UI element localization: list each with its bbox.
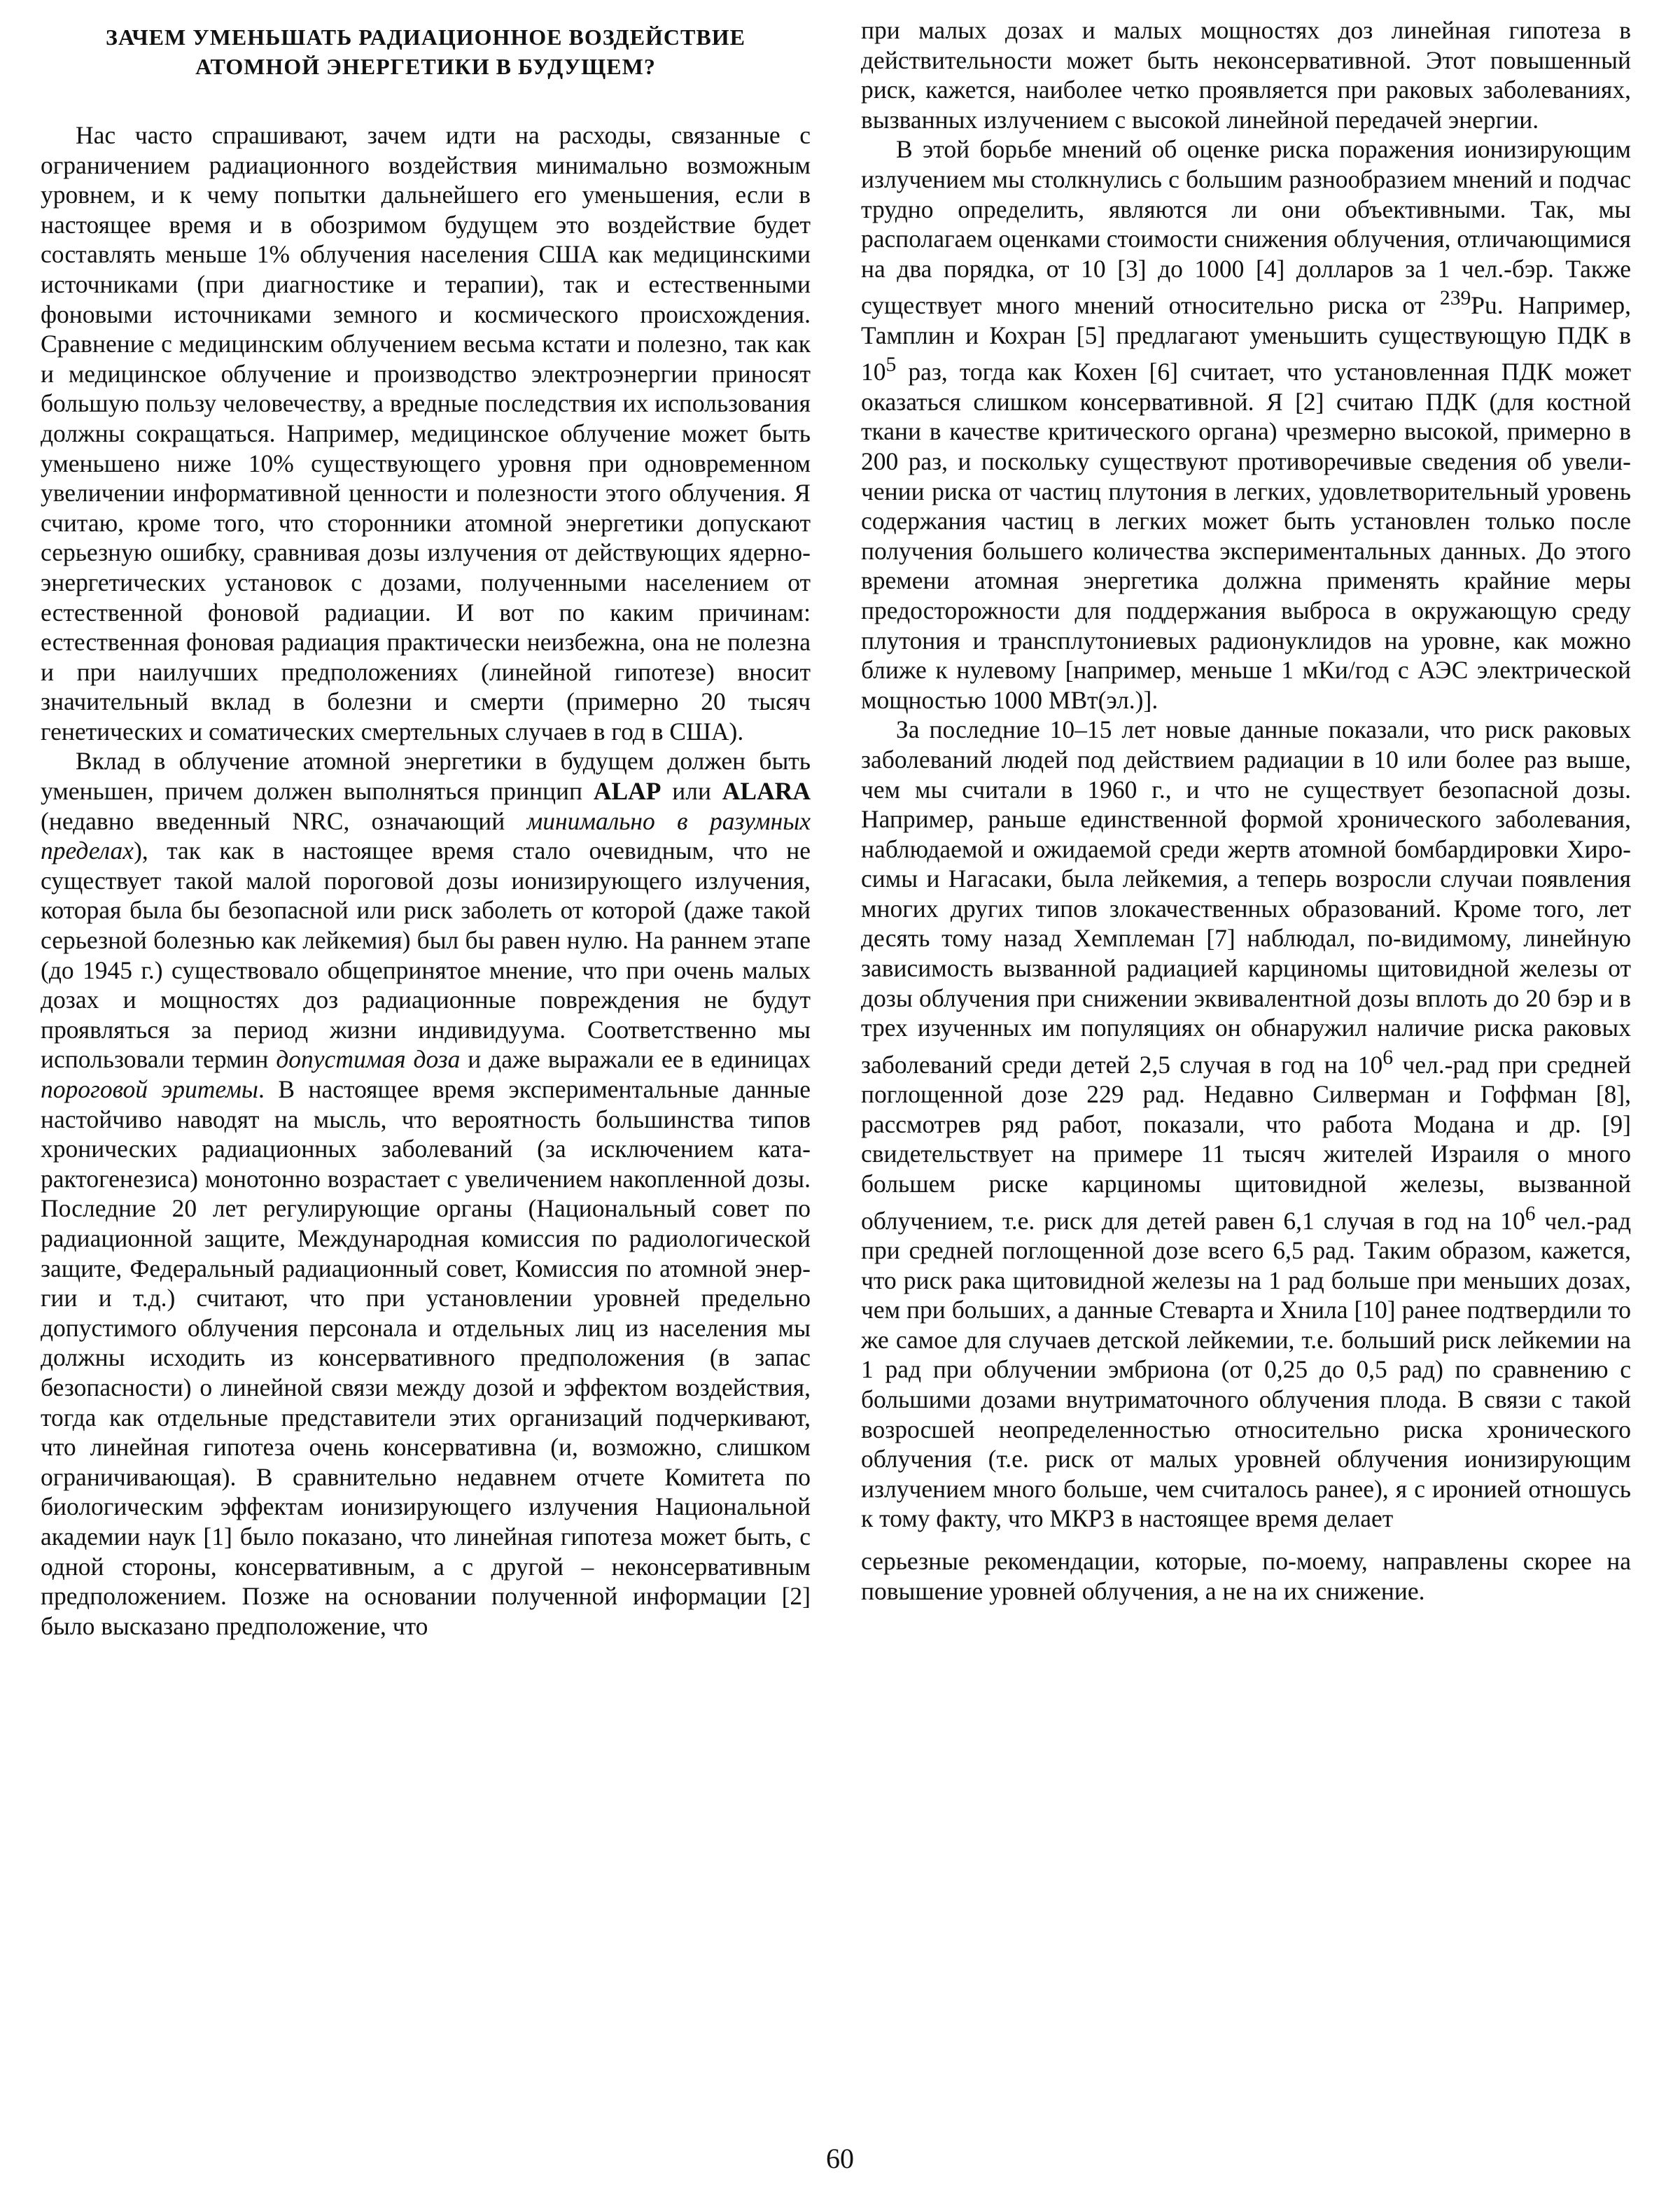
section-heading-line-1: ЗАЧЕМ УМЕНЬШАТЬ РАДИАЦИОННОЕ ВОЗДЕЙСТВИЕ (106, 24, 746, 50)
paragraph-2-text-e: . В настоящее время экспериментальные данные настойчиво наводят на мысль, что вероятность большинства типов хронических радиационных заболеваний (за исключением катарактогенезиса) монотонно возрастает с увеличением накопленной дозы. Последние 20 лет регулирующие органы (Национальный совет по радиационной защите, Международная комиссия по радиологической защите, Федеральный радиационный совет, Комиссия по атомной энергии и т.д.) считают, что при установлении уровней предельно допустимого облучения персонала и отдельных лиц из населения мы должны исходить из консервативного предположения (в запас безопасности) о линейной связи между дозой и эффектом воздействия, тогда как отдельные представители этих организаций подчеркивают, что линейная гипотеза очень консервативна (и, возможно, слишком ограничивающая). В сравнительно недавнем отчете Комитета по биологическим эффектам ионизирующего излучения Национальной академии наук [1] было показано, что линейная гипотеза может быть, с одной стороны, консервативным, а с другой – неконсервативным предположением. Позже на основании полученной информации [2] было высказано предположение, что (41, 1075, 811, 1640)
isotope-symbol: Pu (1471, 291, 1497, 320)
exponent: 5 (886, 354, 897, 377)
right-column (861, 15, 1631, 1606)
paragraph-2-text-b: (недавно введенный NRC, означающий (41, 806, 527, 835)
exponent: 6 (1382, 1046, 1394, 1069)
paragraph-4-continued: серьезные рекомендации, которые, по-моему, направлены скорее на повышение уровней облучения, а не на их снижение. (861, 1547, 1631, 1605)
paragraph-3-text-b: . Например, Тамплин и Кохран [5] предлагают уменьшить существующую ПДК в 10 (861, 291, 1631, 386)
paragraph-3 (861, 134, 1631, 715)
paragraph-4 (861, 715, 1631, 1534)
isotope-mass-number: 239 (1439, 287, 1471, 310)
document-page (41, 15, 1641, 2143)
left-column (41, 15, 811, 1641)
paragraph-3-text-c: раз, тогда как Кохен [6] считает, что установленная ПДК может оказаться слишком консервативной. Я [2] считаю ПДК (для костной ткани в качестве критического органа) чрезмерно высокой, примерно в 200 раз, и поскольку существуют противоречивые сведения об увеличении риска от частиц плутония в легких, удовлетворительный уровень содержания частиц в легких может быть установлен только после получения большего количества экспериментальных данных. До этого времени атомная энергетика должна применять крайние меры предосторожности для поддержания выброса в окружающую среду плутония и трансплутониевых радионуклидов на уровне, как можно ближе к нулевому [например, меньше 1 мКи/год с АЭС электрической мощностью 1000 МВт(эл.)]. (861, 358, 1631, 714)
italic-term-permissible-dose: допустимая доза (276, 1045, 461, 1074)
alap-term: ALAP (593, 777, 662, 806)
paragraph-2-text-a: Вклад в облучение атомной энергетики в будущем должен быть уменьшен, причем должен выполняться принцип (41, 747, 811, 806)
paragraph-2-text-d: и даже выражали ее в единицах (460, 1045, 811, 1074)
paragraph-4-text-b: чел.-рад при средней поглощенной дозе 229 рад. Недавно Силверман и Гоффман [8], рассмотрев ряд работ, показали, что работа Модана и др. [9] свидетельствует на примере 11 тысяч жителей Израиля о много большем риске карциномы щитовидной железы, вызванной облучением, т.е. риск для детей равен 6,1 случая в год на 10 (861, 1050, 1631, 1235)
paragraph-2 (41, 746, 811, 1641)
italic-term-minimal: минимально в разумных пределах (41, 806, 811, 865)
paragraph-4-text-c: чел.-рад при средней поглощенной дозе всего 6,5 рад. Таким образом, кажется, что риск рака щитовидной железы на 1 рад больше при меньших дозах, чем при больших, а данные Стеварта и Хнила [10] ранее подтвердили то же самое для случаев детской лейкемии, т.е. больший риск лейкемии на 1 рад при облучении эмбриона (от 0,25 до 0,5 рад) по сравнению с большими дозами внутриматочного облучения плода. В связи с такой возросшей неопределенностью относительно риска хронического облучения (т.е. риск от малых уровней облучения ионизирующим излучением много больше, чем считалось ранее), я с иронией отношусь к тому факту, что МКРЗ в настоящее время делает (861, 1206, 1632, 1533)
paragraph-3-text-a: В этой борьбе мнений об оценке риска поражения ионизирующим излучением мы столкнулись с большим разнообразием мнений и подчас трудно определить, являются ли они объективными. Так, мы располагаем оценками стоимости снижения облучения, отличающимися на два порядка, от 10 [3] до 1000 [4] долларов за 1 чел.-бэр. Также существует много мнений относительно риска от (861, 135, 1632, 320)
alara-term: ALARA (722, 777, 811, 806)
section-heading-line-2: АТОМНОЙ ЭНЕРГЕТИКИ В БУДУЩЕМ? (195, 54, 656, 79)
paragraph-1: Нас часто спрашивают, зачем идти на расходы, связанные с ограничением радиационного воздействия минимально возможным уровнем, и к чему попытки дальнейшего его уменьшения, если в настоящее время и в обозримом будущем это воздействие будет составлять меньше 1% облучения населения США как медицинскими источниками (при диагностике и терапии), так и естественными фоновыми источниками земного и космического происхождения. Сравнение с медицинским облучением весьма кстати и полезно, так как и медицинское облучение и производство электроэнергии приносят большую пользу человечеству, а вредные последствия их использования должны сокращаться. Например, медицинское облучение может быть уменьшено ниже 10% существующего уровня при одновременном увеличении информативной ценности и полезности этого облучения. Я считаю, кроме того, что сторонники атомной энергетики допускают серьезную ошибку, сравнивая дозы излучения от действующих ядерно-энергетических установок с дозами, полученными населением от естественной фоновой радиации. И вот по каким причинам: естественная фоновая радиация практически неизбежна, она не полезна и при наилучших предположениях (линейной гипотезе) вносит значительный вклад в болезни и смерти (примерно 20 тысяч генетических и соматических смертельных случаев в год в США). (41, 121, 811, 746)
paragraph-2-text-or: или (661, 777, 722, 806)
section-heading (41, 22, 811, 81)
exponent: 6 (1525, 1202, 1536, 1225)
italic-term-threshold-erythema: пороговой эритемы (41, 1075, 258, 1103)
paragraph-2-continued: при малых дозах и малых мощностях доз линейная гипотеза в действительности может быть неконсервативной. Этот повышенный риск, кажется, наиболее четко проявляется при раковых заболеваниях, вызванных излучением с высокой линейной передачей энергии. (861, 16, 1631, 134)
paragraph-2-text-c: ), так как в настоящее время стало очевидным, что не существует такой малой пороговой дозы ионизирующего излучения, которая была бы безопасной или риск заболеть от которой (даже такой серьезной болезнью как лейкемия) был бы равен нулю. На раннем этапе (до 1945 г.) существовало общепринятое мнение, что при очень малых дозах и мощностях доз радиационные повреждения не будут проявляться за период жизни индивидуума. Соответственно мы использовали термин (41, 836, 811, 1074)
paragraph-4-text-a: За последние 10–15 лет новые данные показали, что риск раковых заболеваний людей под действием радиации в 10 или более раз выше, чем мы считали в 1960 г., и что не существует безопасной дозы. Например, раньше единственной формой хронического заболевания, наблюдаемой и ожидаемой среди жертв атомной бомбардировки Хиросимы и Нагасаки, была лейкемия, а теперь возросли случаи появления многих других типов злокачественных образований. Кроме того, лет десять тому назад Хемплеман [7] наблюдал, по-видимому, линейную зависимость вызванной радиацией карциномы щитовидной железы от дозы облучения при снижении эквивалентной дозы вплоть до 20 бэр и в трех изученных им популяциях он обнаружил наличие риска раковых заболеваний среди детей 2,5 случая в год на 10 (861, 715, 1631, 1079)
page-number: 60 (826, 2143, 854, 2174)
